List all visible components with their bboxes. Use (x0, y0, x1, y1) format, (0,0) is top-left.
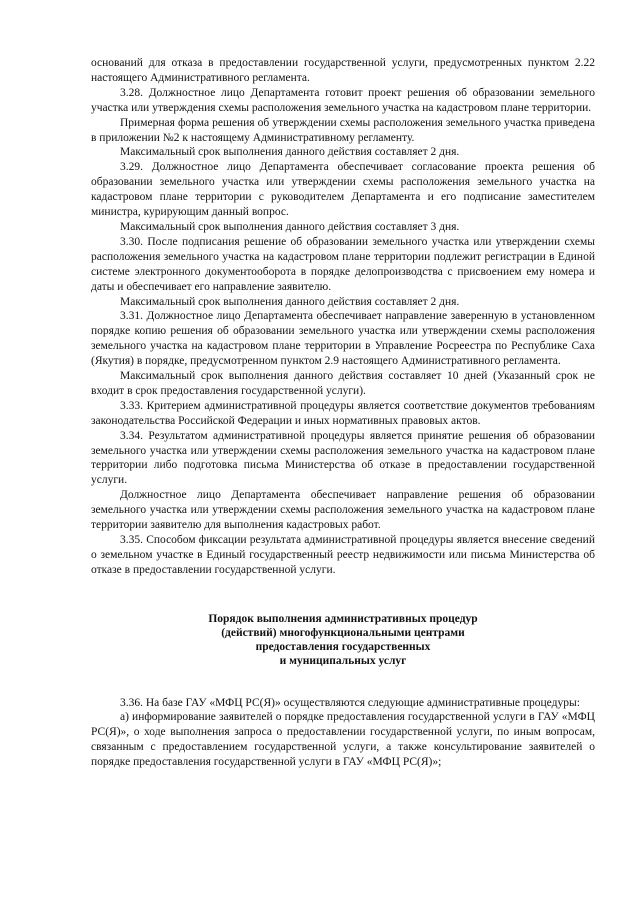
paragraph: оснований для отказа в предоставлении государственной услуги, предусмотренных пунктом 2.22 настоящего Административного регламента. (91, 57, 595, 84)
heading-line: предоставления государственных (255, 641, 431, 654)
paragraph: 3.34. Результатом административной процедуры является принятие решения об образовании земельного участка или утверждении схемы расположения земельного участка на кадастровом плане территории либо подготовка письма Министерства об отказе в предоставлении государственной услуги. (91, 429, 595, 487)
body-text-top (91, 56, 595, 578)
paragraph: 3.36. На базе ГАУ «МФЦ РС(Я)» осуществляются следующие административные процедуры: (120, 696, 580, 709)
paragraph: а) информирование заявителей о порядке предоставления государственной услуги в ГАУ «МФЦ РС(Я)», о ходе выполнения запроса о предоставлении государственной услуги, по иным вопросам, связанным с предоставлением государственной услуги, а также консультирование заявителей о порядке предоставления государственной услуги в ГАУ «МФЦ РС(Я)»; (91, 711, 595, 769)
paragraph: 3.33. Критерием административной процедуры является соответствие документов требованиям законодательства Российской Федерации и иных нормативных правовых актов. (91, 399, 595, 427)
heading-line: и муниципальных услуг (279, 655, 407, 668)
heading-line: (действий) многофункциональными центрами (221, 626, 465, 639)
paragraph: Максимальный срок выполнения данного действия составляет 10 дней (Указанный срок не входит в срок предоставления государственной услуги). (91, 370, 595, 397)
paragraph: Максимальный срок выполнения данного действия составляет 2 дня. (120, 295, 460, 308)
paragraph: 3.29. Должностное лицо Департамента обеспечивает согласование проекта решения об образовании земельного участка или утверждении схемы расположения земельного участка на кадастровом плане территории с руководителем Департамента и его подписание заместителем министра, курирующим данный вопрос. (91, 161, 595, 219)
paragraph: Примерная форма решения об утверждении схемы расположения земельного участка приведена в приложении №2 к настоящему Административному регламенту. (91, 116, 595, 144)
paragraph: Максимальный срок выполнения данного действия составляет 2 дня. (120, 146, 460, 159)
paragraph: Максимальный срок выполнения данного действия составляет 3 дня. (120, 220, 460, 233)
body-text-bottom (91, 696, 595, 771)
paragraph: Должностное лицо Департамента обеспечивает направление решения об образовании земельного участка или утверждении схемы расположения земельного участка на кадастровом плане территории заявителю для выполнения кадастровых работ. (91, 489, 595, 532)
document-page (91, 56, 595, 770)
paragraph: 3.30. После подписания решение об образовании земельного участка или утверждении схемы расположения земельного участка на кадастровом плане территории подлежит регистрации в Единой системе электронного документооборота в порядке делопроизводства с присвоением ему номера и даты и обеспечивает его направление заявителю. (91, 235, 595, 293)
paragraph: 3.28. Должностное лицо Департамента готовит проект решения об образовании земельного участка или утверждения схемы расположения земельного участка на кадастровом плане территории. (91, 86, 595, 114)
paragraph: 3.31. Должностное лицо Департамента обеспечивает направление заверенную в установленном порядке копию решения об образовании земельного участка или утверждении схемы расположения земельного участка на кадастровом плане территории в Управление Росреестра по Республике Саха (Якутия) в порядке, предусмотренном пунктом 2.9 настоящего Административного регламента. (91, 310, 595, 368)
paragraph: 3.35. Способом фиксации результата административной процедуры является внесение сведений о земельном участке в Единый государственный реестр недвижимости или письма Министерства об отказе в предоставлении государственной услуги. (91, 534, 595, 576)
section-heading (91, 612, 595, 669)
heading-line: Порядок выполнения административных процедур (208, 612, 478, 625)
